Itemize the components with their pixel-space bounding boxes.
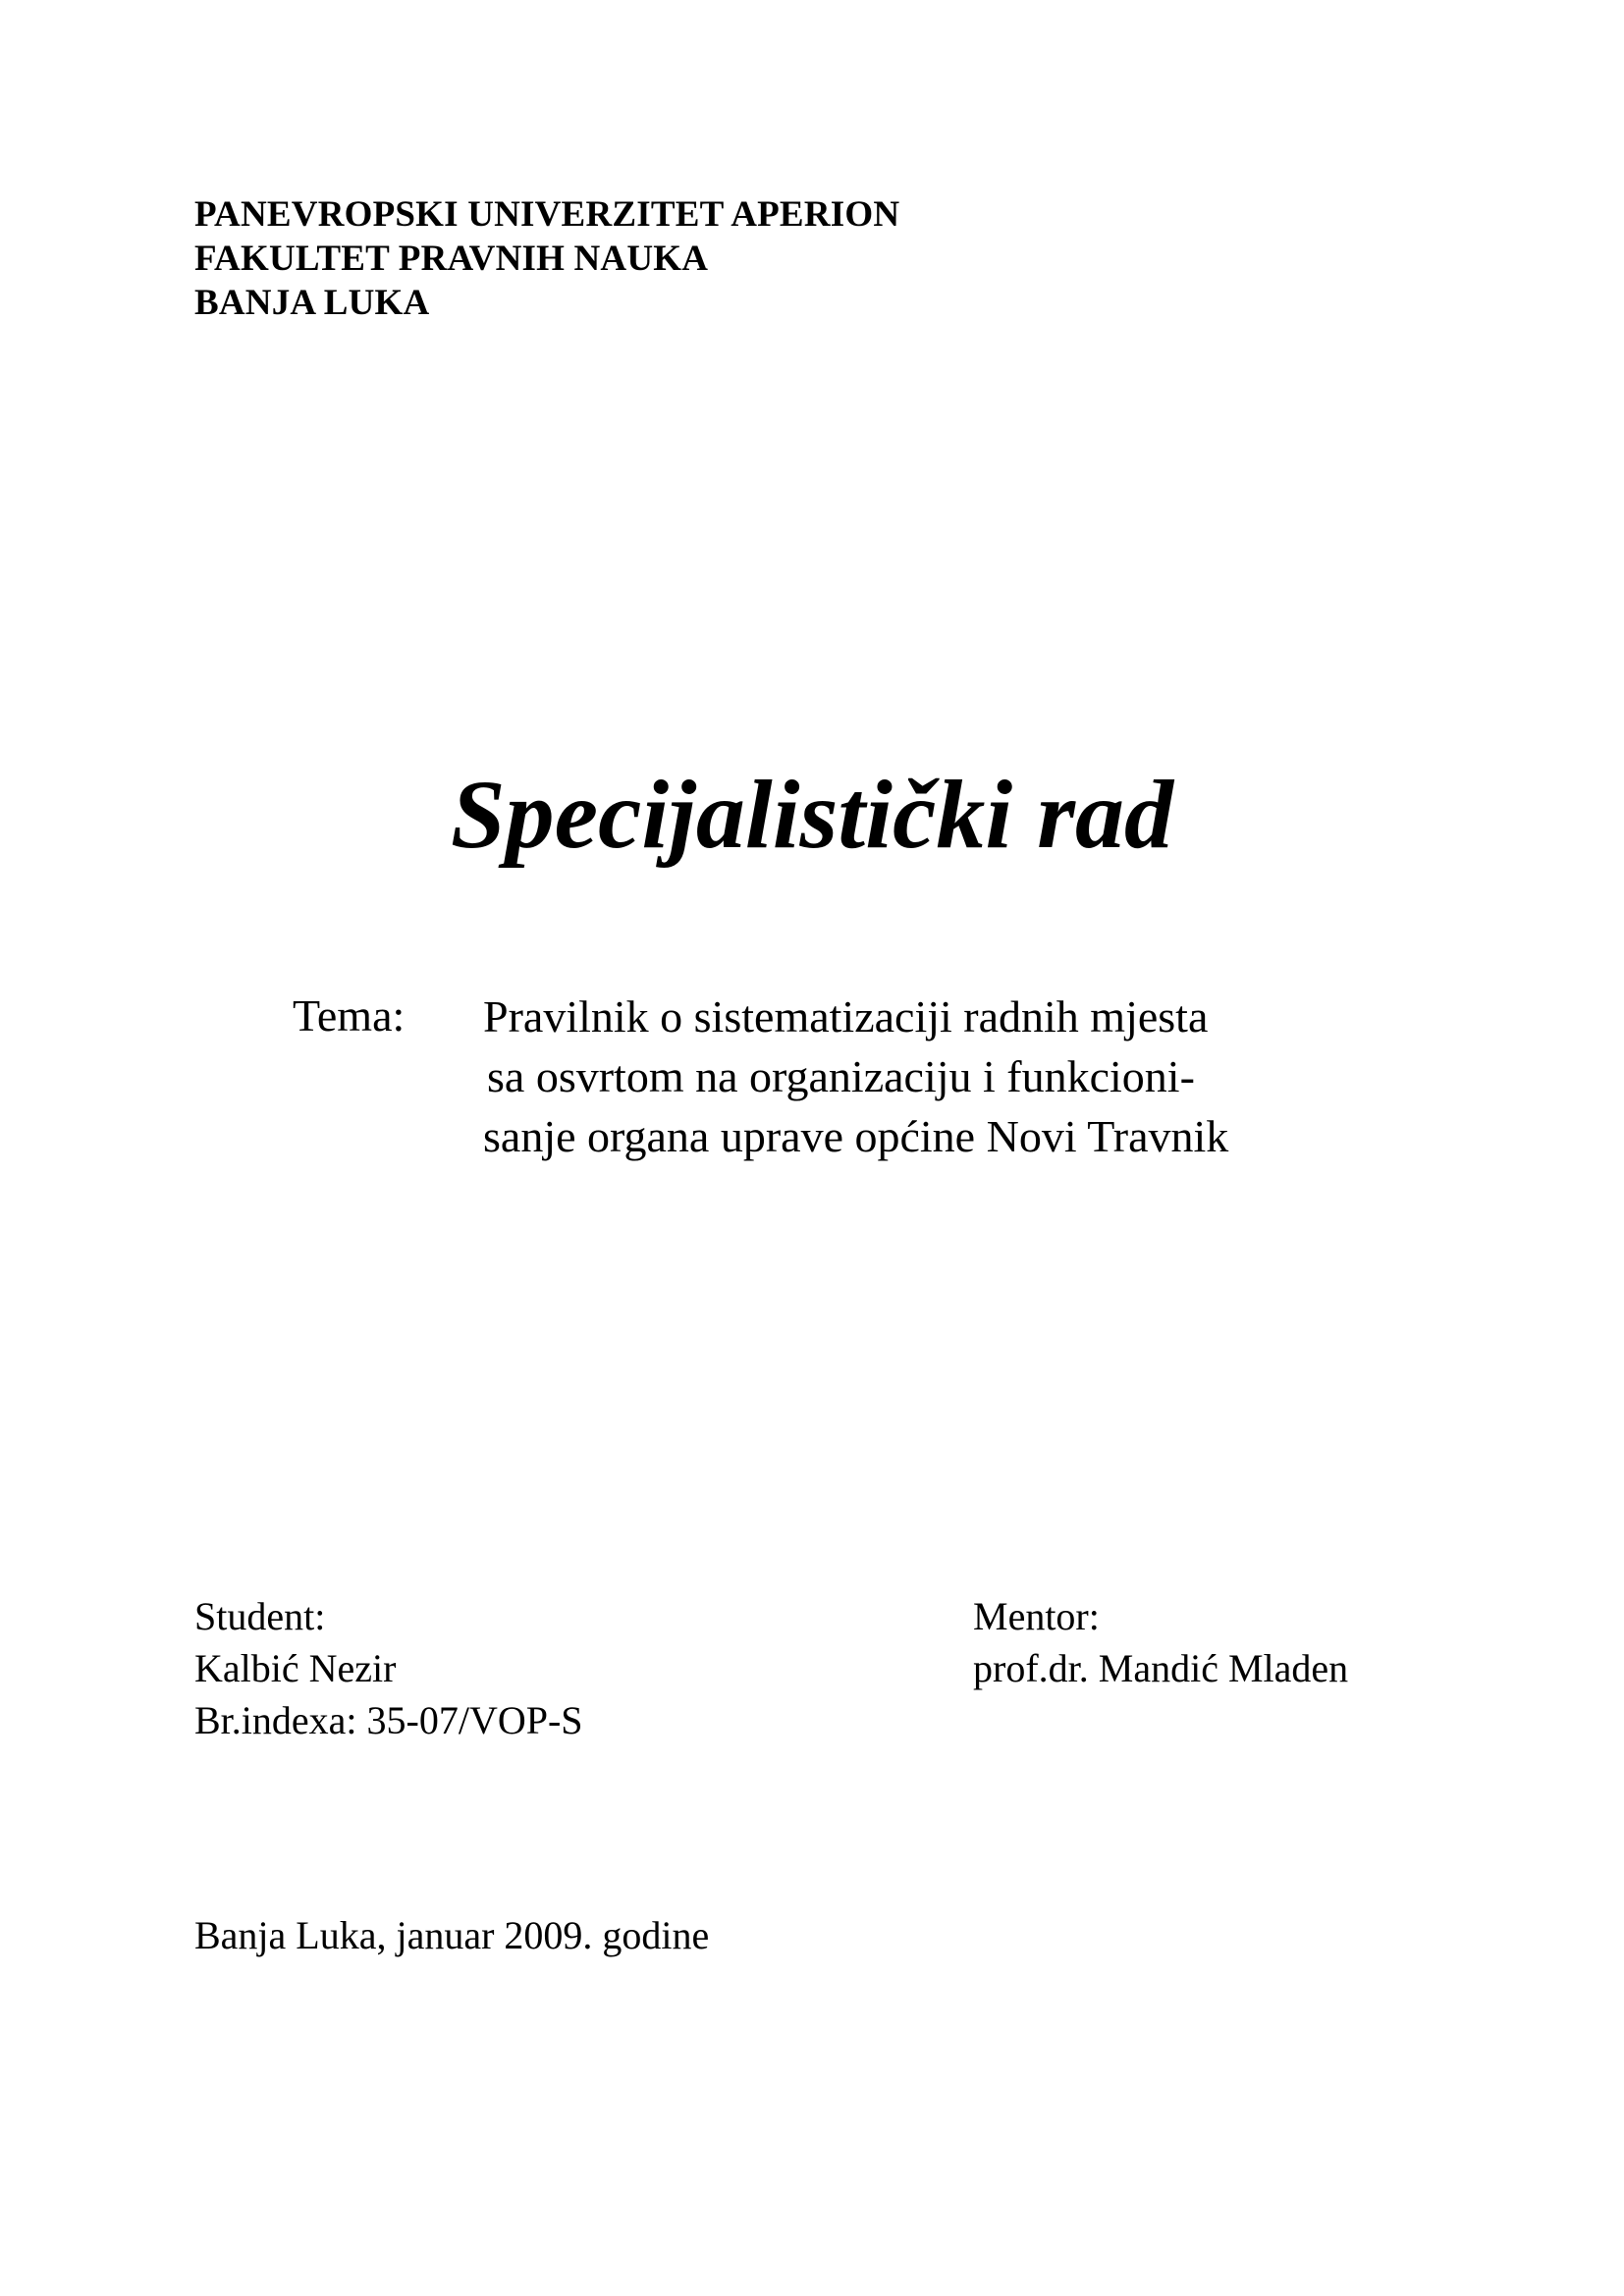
topic-line: sanje organa uprave općine Novi Travnik	[483, 1111, 1229, 1161]
faculty-name: FAKULTET PRAVNIH NAUKA	[194, 239, 709, 279]
student-label: Student:	[194, 1594, 326, 1638]
university-name: PANEVROPSKI UNIVERZITET APERION	[194, 194, 900, 235]
institution-header	[194, 192, 899, 325]
topic-line: sa osvrtom na organizaciju i funkcioni-	[487, 1051, 1195, 1101]
student-index: Br.indexa: 35-07/VOP-S	[194, 1698, 583, 1742]
mentor-label: Mentor:	[973, 1594, 1100, 1638]
student-name: Kalbić Nezir	[194, 1646, 397, 1690]
place-and-date: Banja Luka, januar 2009. godine	[194, 1913, 710, 1957]
topic-line: Pravilnik o sistematizaciji radnih mjesta	[483, 991, 1209, 1041]
mentor-info	[973, 1590, 1348, 1694]
document-title: Specijalistički rad	[450, 760, 1174, 869]
topic-text	[483, 987, 1228, 1166]
city-name: BANJA LUKA	[194, 283, 430, 323]
mentor-name: prof.dr. Mandić Mladen	[973, 1646, 1349, 1690]
student-info	[194, 1590, 583, 1746]
topic-label: Tema:	[293, 990, 406, 1041]
